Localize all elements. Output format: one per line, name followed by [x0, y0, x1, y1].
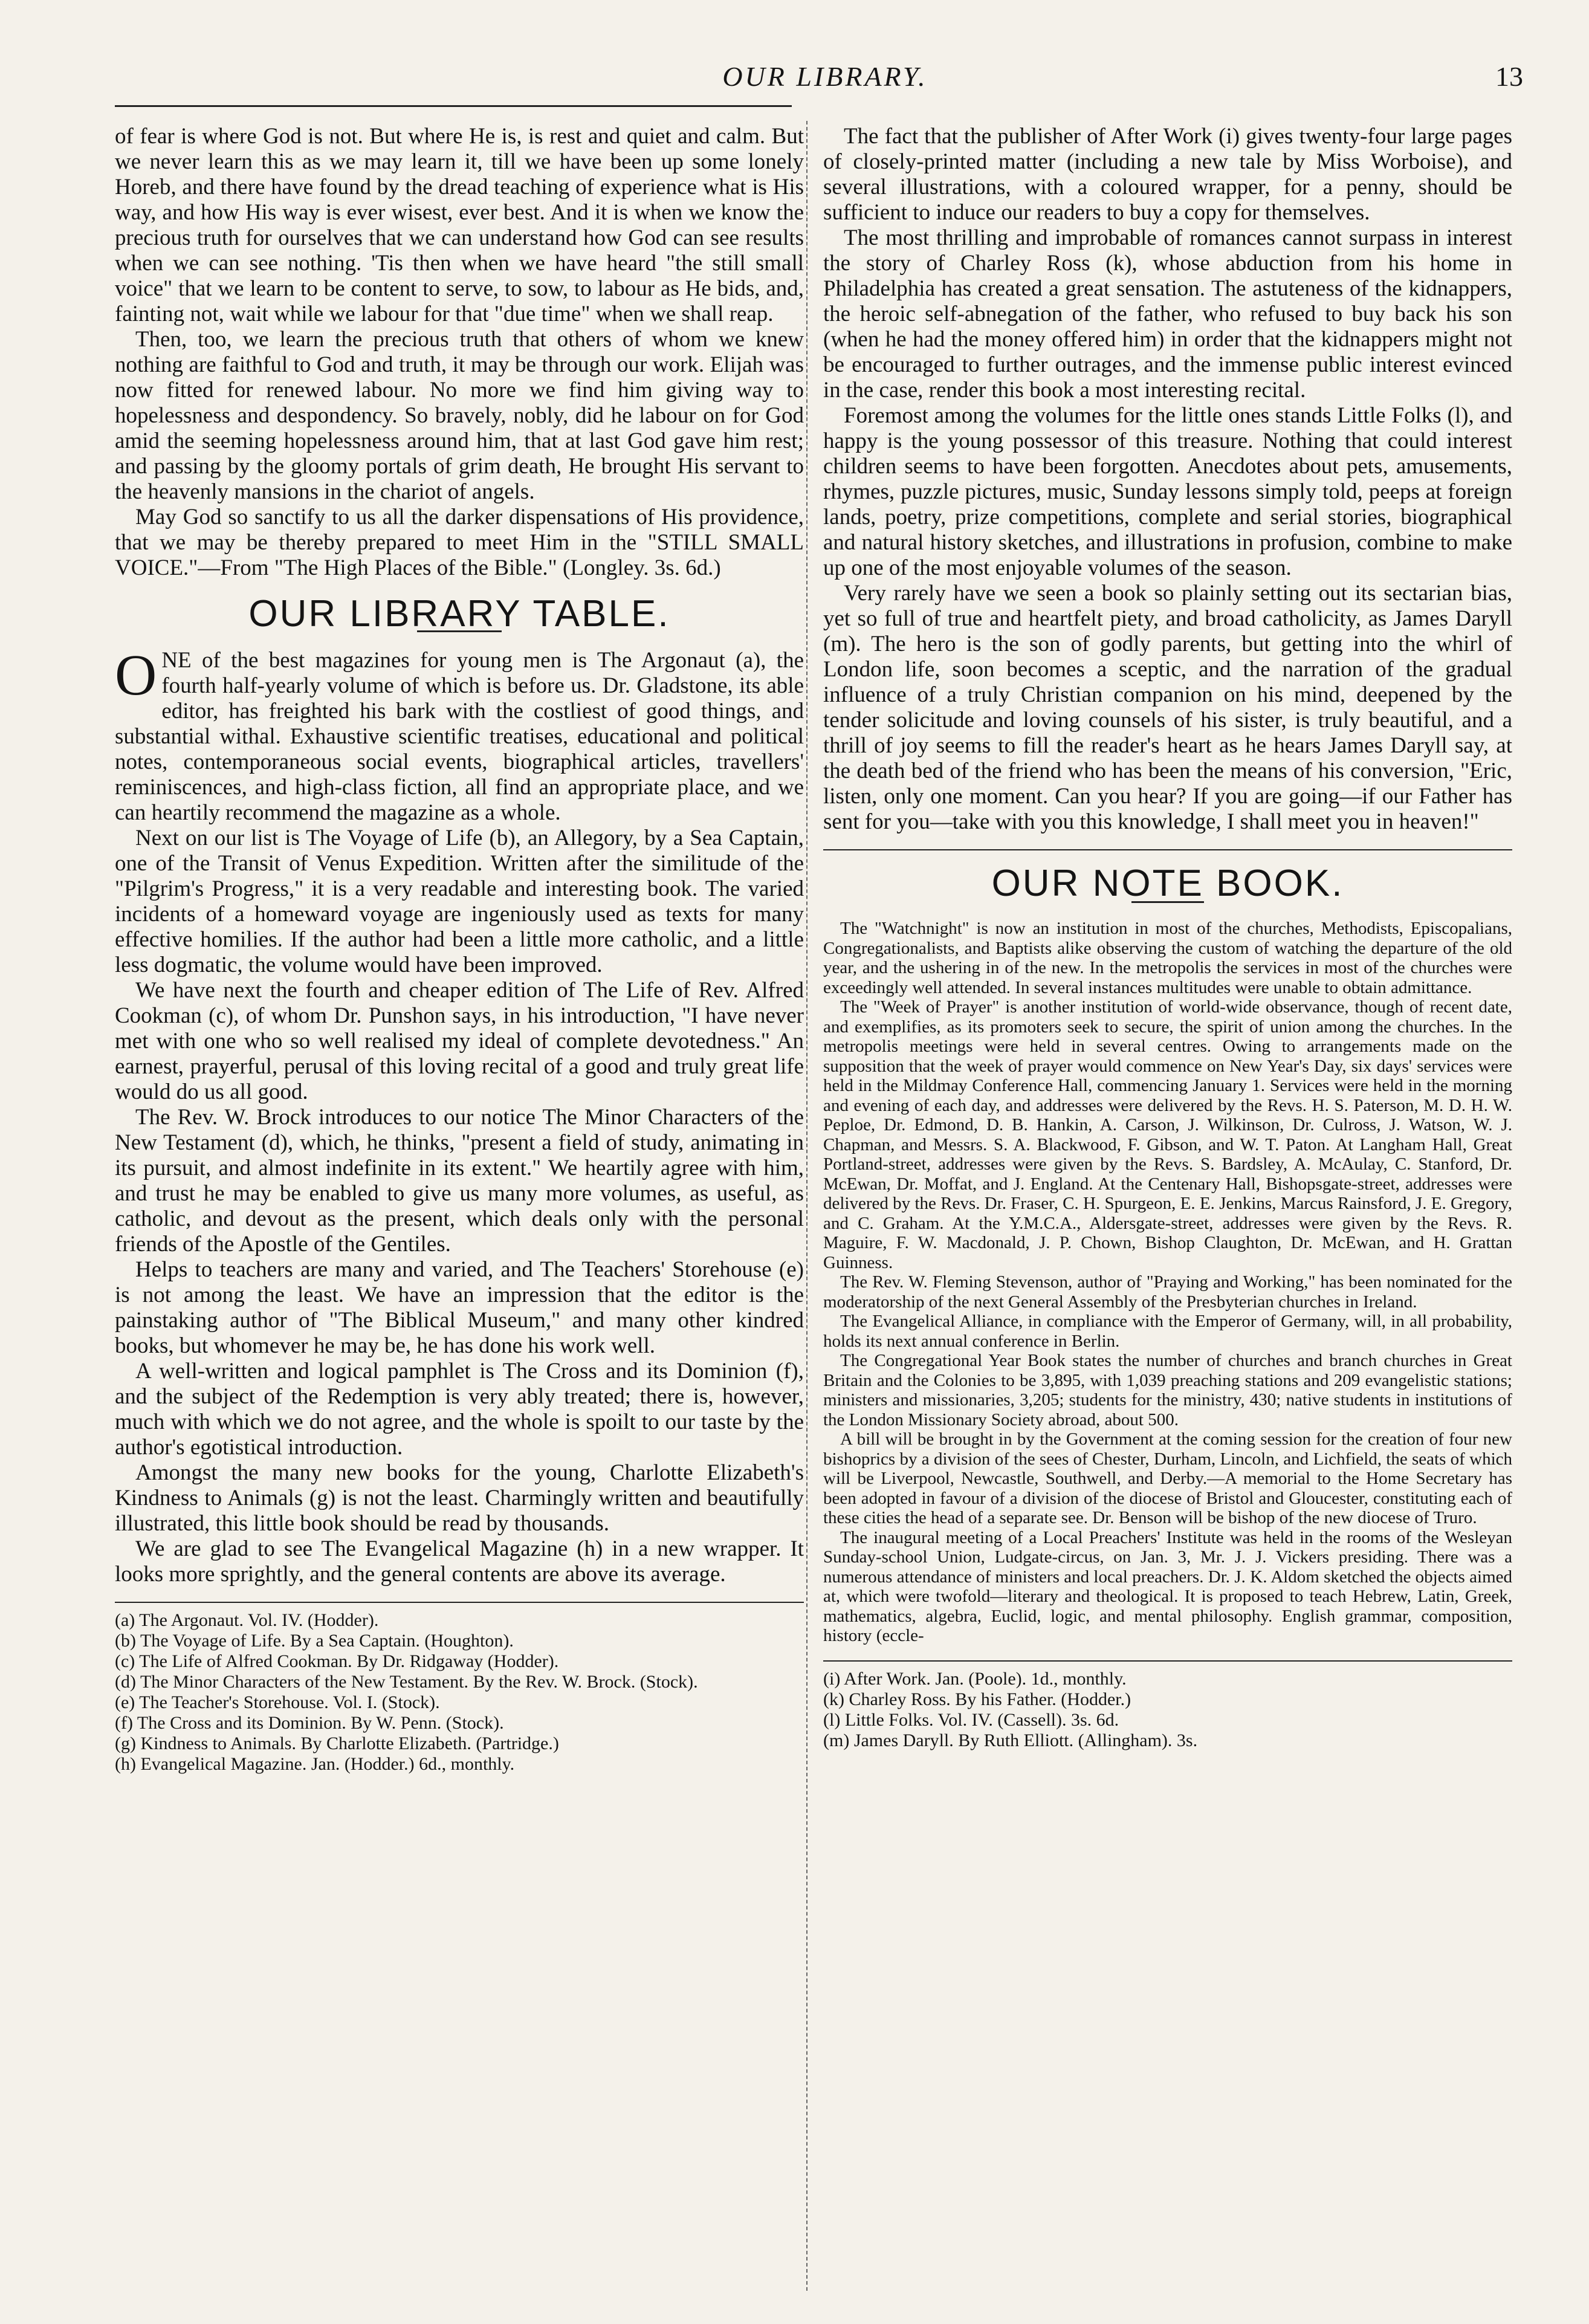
footnote: (c) The Life of Alfred Cookman. By Dr. Ridgaway (Hodder).: [115, 1651, 559, 1671]
note-paragraph: A bill will be brought in by the Government at the coming session for the creation of four new bishoprics by a division of the sees of Chester, Durham, Lincoln, and Lichfield, the seats of which will be Liverpool, Newcastle, Southwell, and Derby.—A memorial to the Home Secretary has been adopted in favour of a division of the diocese of Bristol and Gloucester, constituting each of these cities the head of a separate see. Dr. Benson will be bishop of the new diocese of Truro.: [823, 1429, 1512, 1527]
review-paragraph: We are glad to see The Evangelical Magazine (h) in a new wrapper. It looks more sprightly, and the general contents are above its average.: [115, 1536, 804, 1587]
intro-paragraph: Then, too, we learn the precious truth that others of whom we knew nothing are faithful to God and truth, it may be through our work. Elijah was now fitted for renewed labour. No more we find him giving way to hopelessness and despondency. So bravely, nobly, did he labour on for God amid the seeming hopelessness around him, that at last God gave him rest; and passing by the gloomy portals of grim death, He brought His servant to the heavenly mansions in the chariot of angels.: [115, 327, 804, 504]
page-number: 13: [1495, 61, 1523, 92]
first-paragraph-text: NE of the best magazines for young men is The Argonaut (a), the fourth half-yearly volume of which is before us. Dr. Gladstone, its able editor, has freighted his bark with the costliest of good things, and substantial withal. Exhaustive scientific treatises, educational and political notes, contemporaneous social events, biographical articles, travellers' reminiscences, and high-class fiction, all find an appropriate place, and we can heartily recommend the magazine as a whole.: [115, 648, 804, 825]
note-book: [823, 901, 1512, 1646]
section-title-library-table: OUR LIBRARY TABLE.: [248, 593, 670, 635]
footnote: (d) The Minor Characters of the New Testament. By the Rev. W. Brock. (Stock).: [115, 1672, 698, 1692]
note-paragraph: The Congregational Year Book states the number of churches and branch churches in Great Britain and the Colonies to be 3,895, with 1,039 preaching stations and 209 evangelistic stations; ministers and missionaries, 3,205; students for the ministry, 430; native students in institutions of the London Missionary Society abroad, about 500.: [823, 1351, 1512, 1429]
review-paragraph: The most thrilling and improbable of romances cannot surpass in interest the story of Charley Ross (k), whose abduction from his home in Philadelphia has created a great sensation. The astuteness of the kidnappers, the heroic self-abnegation of the father, who refused to buy back his son (when he had the money offered him) in order that the kidnappers might not be encouraged to further outrages, and the immense public interest evinced in the case, render this book a most interesting recital.: [823, 225, 1512, 403]
running-head: [115, 60, 1535, 103]
drop-cap: O: [115, 642, 157, 707]
footnote: (a) The Argonaut. Vol. IV. (Hodder).: [115, 1610, 379, 1630]
footnote: (k) Charley Ross. By his Father. (Hodder.): [823, 1689, 1131, 1709]
note-paragraph: The Evangelical Alliance, in compliance with the Emperor of Germany, will, in all probability, holds its next annual conference in Berlin.: [823, 1312, 1512, 1351]
review-paragraph: We have next the fourth and cheaper edition of The Life of Rev. Alfred Cookman (c), of whom Dr. Punshon says, in his introduction, "I have never met with one who so well realised my ideal of complete devotedness." An earnest, prayerful, perusal of this loving recital of a good and truly great life would do us all good.: [115, 978, 804, 1104]
footnote-rule: [823, 1660, 1512, 1662]
left-column: [115, 124, 804, 1775]
note-paragraph: The inaugural meeting of a Local Preachers' Institute was held in the rooms of the Wesleyan Sunday-school Union, Ludgate-circus, on Jan. 3, Mr. J. J. Vickers presiding. There was a numerous attendance of ministers and local preachers. Dr. J. K. Aldom sketched the objects aimed at, which were twofold—literary and theological. It is proposed to teach Hebrew, Latin, Greek, mathematics, algebra, Euclid, logic, and mental philosophy. English grammar, composition, history (eccle-: [823, 1527, 1512, 1645]
left-footnotes: [115, 1610, 804, 1775]
intro-paragraph: of fear is where God is not. But where He is, is rest and quiet and calm. But we never learn this as we may learn it, till we have been up some lonely Horeb, and there have found by the dread teaching of experience what is His way, and how His way is ever wisest, ever best. And it is when we know the precious truth for ourselves that we can understand how God can see results when we can see nothing. 'Tis then when we have heard "the still small voice" that we learn to be content to serve, to sow, to labour as He bids, and, fainting not, wait while we labour for that "due time" when we shall reap.: [115, 124, 804, 326]
footnote: (b) The Voyage of Life. By a Sea Captain. (Houghton).: [115, 1631, 514, 1651]
header-rule: [115, 105, 792, 107]
review-paragraph: A well-written and logical pamphlet is The Cross and its Dominion (f), and the subject of the Redemption is very ably treated; there is, however, much with which we do not agree, and the whole is spoilt to our taste by the author's egotistical introduction.: [115, 1359, 804, 1460]
review-paragraph: Very rarely have we seen a book so plainly setting out its sectarian bias, yet so full of true and heartfelt piety, and broad catholicity, as James Daryll (m). The hero is the son of godly parents, but getting into the whirl of London life, soon becomes a sceptic, and the narration of the gradual influence of a truly Christian companion on his mind, deepened by the tender solicitude and loving counsels of his sister, is truly beautiful, and a thrill of joy seems to fill the reader's heart as he hears James Daryll say, at the death bed of the friend who has been the means of his conversion, "Eric, listen, only one moment. Can you hear? If you are going—if our Father has sent for you—take with you this knowledge, I shall meet you in heaven!": [823, 581, 1512, 834]
footnote-rule: [115, 1602, 804, 1603]
review-paragraph: The fact that the publisher of After Work (i) gives twenty-four large pages of closely-printed matter (including a new tale by Miss Worboise), and several illustrations, with a coloured wrapper, for a penny, should be sufficient to induce our readers to buy a copy for themselves.: [823, 124, 1512, 225]
footnote: (i) After Work. Jan. (Poole). 1d., monthly.: [823, 1668, 1127, 1689]
review-paragraph: Amongst the many new books for the young, Charlotte Elizabeth's Kindness to Animals (g) is not the least. Charmingly written and beautifully illustrated, this little book should be read by thousands.: [115, 1460, 804, 1536]
footnote: (g) Kindness to Animals. By Charlotte Elizabeth. (Partridge.): [115, 1733, 559, 1753]
review-paragraph: Helps to teachers are many and varied, and The Teachers' Storehouse (e) is not among the least. We have an impression that the editor is the painstaking author of "The Biblical Museum," and many other kindred books, but whomever he may be, he has done his work well.: [115, 1257, 804, 1358]
section-title-note-book: OUR NOTE BOOK.: [991, 863, 1344, 904]
review-paragraph: [115, 642, 804, 826]
footnote: (h) Evangelical Magazine. Jan. (Hodder.) 6d., monthly.: [115, 1754, 515, 1774]
footnote: (e) The Teacher's Storehouse. Vol. I. (Stock).: [115, 1692, 440, 1712]
intro-paragraph: May God so sanctify to us all the darker dispensations of His providence, that we may be thereby prepared to meet Him in the "STILL SMALL VOICE."—From "The High Places of the Bible." (Longley. 3s. 6d.): [115, 505, 804, 580]
column-divider: [806, 121, 807, 2291]
right-column: [823, 124, 1512, 1751]
footnote: (m) James Daryll. By Ruth Elliott. (Allingham). 3s.: [823, 1730, 1198, 1750]
review-paragraph: The Rev. W. Brock introduces to our notice The Minor Characters of the New Testament (d), which, he thinks, "present a field of study, animating in its pursuit, and almost indefinite in its extent." We heartily agree with him, and trust he may be enabled to give us many more volumes, as useful, as catholic, and devout as the present, which deals only with the personal friends of the Apostle of the Gentiles.: [115, 1105, 804, 1257]
note-paragraph: The Rev. W. Fleming Stevenson, author of "Praying and Working," has been nominated for the moderatorship of the next General Assembly of the Presbyterian churches in Ireland.: [823, 1272, 1512, 1312]
footnote: (l) Little Folks. Vol. IV. (Cassell). 3s. 6d.: [823, 1709, 1119, 1730]
review-paragraph: Foremost among the volumes for the little ones stands Little Folks (l), and happy is the young possessor of this treasure. Nothing that could interest children seems to have been forgotten. Anecdotes about pets, amusements, rhymes, puzzle pictures, music, Sunday lessons simply told, peeps at foreign lands, poetry, prize competitions, complete and serial stories, biographical and natural history sketches, and illustrations in profusion, combine to make up one of the most enjoyable volumes of the season.: [823, 403, 1512, 580]
note-paragraph: The "Week of Prayer" is another institution of world-wide observance, though of recent date, and exemplifies, as its promoters seek to secure, the spirit of union among the churches. In the metropolis meetings were held in several centres. Owing to arrangements made on the supposition that the week of prayer would commence on New Year's Day, six days' services were held in the Mildmay Conference Hall, commencing January 1. Services were held in the morning and evening of each day, and addresses were delivered by the Revs. H. S. Paterson, M. D. H. W. Peploe, Dr. Edmond, D. B. Hankin, A. Carson, J. Wilkinson, Dr. Culross, J. Watson, W. J. Chapman, and Messrs. S. A. Blackwood, F. Gibson, and W. T. Paton. At Langham Hall, Great Portland-street, addresses were given by the Revs. S. Bardsley, A. McAulay, C. Stanford, Dr. McEwan, Dr. Moffat, and J. England. At the Centenary Hall, Bishopsgate-street, addresses were delivered by the Revs. Dr. Fraser, C. H. Spurgeon, E. E. Jenkins, Marcus Rainsford, J. E. Gregory, and C. Graham. At the Y.M.C.A., Aldersgate-street, addresses were given by the Revs. R. Maguire, F. W. Macdonald, J. P. Chown, Bishop Claughton, Dr. McEwan, and H. Grattan Guinness.: [823, 997, 1512, 1272]
footnote: (f) The Cross and its Dominion. By W. Penn. (Stock).: [115, 1713, 504, 1733]
section-rule: [823, 849, 1512, 850]
note-paragraph: The "Watchnight" is now an institution in most of the churches, Methodists, Episcopalians, Congregationalists, and Baptists alike observing the custom of watching the departure of the old year, and the ushering in of the new. In the metropolis the services in most of the churches were exceedingly well attended. In several instances multitudes were unable to obtain admittance.: [823, 919, 1512, 997]
running-title: OUR LIBRARY.: [722, 61, 928, 92]
review-paragraph: Next on our list is The Voyage of Life (b), an Allegory, by a Sea Captain, one of the Transit of Venus Expedition. Written after the similitude of the "Pilgrim's Progress," it is a very readable and interesting book. The varied incidents of a homeward voyage are ingeniously used as texts for many effective homilies. If the author had been a little more catholic, and a little less dogmatic, the volume would have been improved.: [115, 826, 804, 977]
right-footnotes: [823, 1669, 1512, 1751]
